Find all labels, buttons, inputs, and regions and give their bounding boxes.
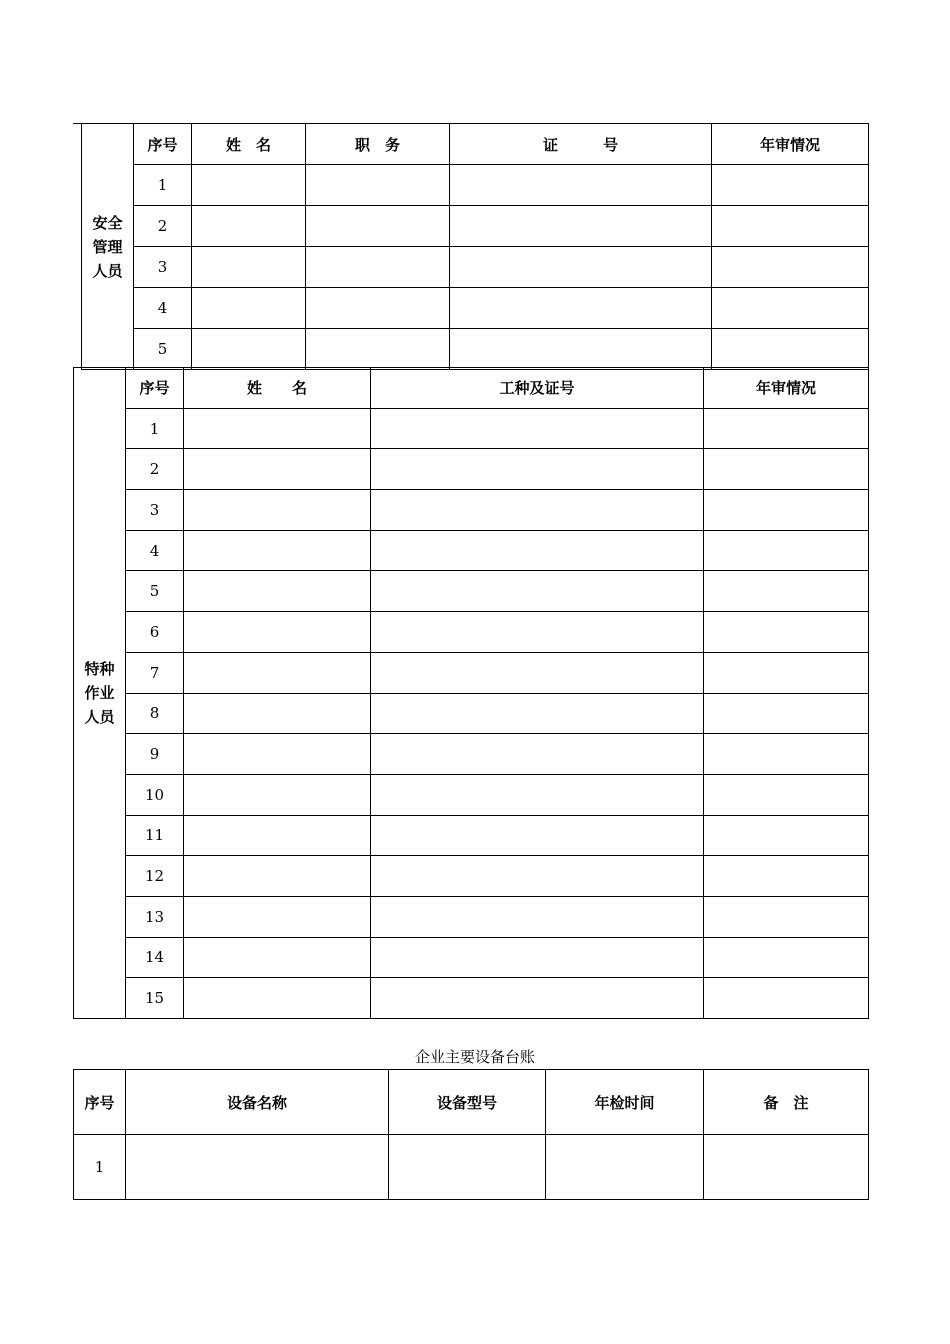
name-cell[interactable] bbox=[192, 288, 306, 329]
header-name: 姓 名 bbox=[184, 368, 371, 409]
row-seq-cell: 5 bbox=[126, 571, 184, 612]
name-cell[interactable] bbox=[184, 449, 371, 490]
position-cell[interactable] bbox=[306, 247, 450, 288]
table-row bbox=[82, 247, 869, 288]
position-cell[interactable] bbox=[306, 329, 450, 370]
annual-review-cell[interactable] bbox=[712, 165, 869, 206]
equipment-ledger-table bbox=[73, 1069, 869, 1200]
table-header-row bbox=[82, 124, 869, 165]
remark-cell[interactable] bbox=[704, 1135, 869, 1200]
table-row bbox=[74, 652, 869, 693]
row-seq-cell: 3 bbox=[126, 490, 184, 531]
name-cell[interactable] bbox=[184, 896, 371, 937]
annual-review-cell[interactable] bbox=[704, 937, 869, 978]
table-row bbox=[74, 408, 869, 449]
annual-review-cell[interactable] bbox=[704, 693, 869, 734]
row-seq-cell: 3 bbox=[134, 247, 192, 288]
row-seq-cell: 4 bbox=[126, 530, 184, 571]
position-cell[interactable] bbox=[306, 288, 450, 329]
annual-review-cell[interactable] bbox=[704, 652, 869, 693]
job-type-cert-cell[interactable] bbox=[371, 978, 704, 1019]
header-equipment-model: 设备型号 bbox=[389, 1070, 546, 1135]
annual-review-cell[interactable] bbox=[704, 449, 869, 490]
job-type-cert-cell[interactable] bbox=[371, 856, 704, 897]
table-row bbox=[74, 774, 869, 815]
table-header-row bbox=[74, 368, 869, 409]
header-job-type-cert: 工种及证号 bbox=[371, 368, 704, 409]
row-seq-cell: 5 bbox=[134, 329, 192, 370]
table-row bbox=[74, 530, 869, 571]
safety-management-table bbox=[81, 123, 869, 370]
equipment-model-cell[interactable] bbox=[389, 1135, 546, 1200]
table-row bbox=[74, 937, 869, 978]
header-annual-review: 年审情况 bbox=[712, 124, 869, 165]
annual-review-cell[interactable] bbox=[704, 612, 869, 653]
table-row bbox=[74, 978, 869, 1019]
cert-number-cell[interactable] bbox=[450, 165, 712, 206]
header-cert-number: 证 号 bbox=[450, 124, 712, 165]
name-cell[interactable] bbox=[184, 490, 371, 531]
job-type-cert-cell[interactable] bbox=[371, 408, 704, 449]
row-seq-cell: 10 bbox=[126, 774, 184, 815]
row-seq-cell: 1 bbox=[74, 1135, 126, 1200]
annual-review-cell[interactable] bbox=[712, 288, 869, 329]
job-type-cert-cell[interactable] bbox=[371, 937, 704, 978]
annual-review-cell[interactable] bbox=[704, 774, 869, 815]
name-cell[interactable] bbox=[184, 408, 371, 449]
job-type-cert-cell[interactable] bbox=[371, 652, 704, 693]
annual-review-cell[interactable] bbox=[704, 408, 869, 449]
row-seq-cell: 12 bbox=[126, 856, 184, 897]
job-type-cert-cell[interactable] bbox=[371, 612, 704, 653]
cert-number-cell[interactable] bbox=[450, 329, 712, 370]
header-inspection-date: 年检时间 bbox=[546, 1070, 704, 1135]
annual-review-cell[interactable] bbox=[704, 734, 869, 775]
row-seq-cell: 4 bbox=[134, 288, 192, 329]
table-row bbox=[74, 815, 869, 856]
row-seq-cell: 13 bbox=[126, 896, 184, 937]
name-cell[interactable] bbox=[184, 774, 371, 815]
annual-review-cell[interactable] bbox=[704, 978, 869, 1019]
position-cell[interactable] bbox=[306, 206, 450, 247]
row-seq-cell: 6 bbox=[126, 612, 184, 653]
name-cell[interactable] bbox=[184, 978, 371, 1019]
inspection-date-cell[interactable] bbox=[546, 1135, 704, 1200]
special-operations-table bbox=[73, 367, 869, 1019]
table-row bbox=[74, 490, 869, 531]
table-row bbox=[74, 856, 869, 897]
annual-review-cell[interactable] bbox=[704, 856, 869, 897]
special-operations-side-label: 特种 作业 人员 bbox=[74, 368, 126, 1019]
position-cell[interactable] bbox=[306, 165, 450, 206]
job-type-cert-cell[interactable] bbox=[371, 774, 704, 815]
row-seq-cell: 2 bbox=[134, 206, 192, 247]
header-seq: 序号 bbox=[134, 124, 192, 165]
table-row bbox=[82, 329, 869, 370]
table-row bbox=[82, 288, 869, 329]
cert-number-cell[interactable] bbox=[450, 247, 712, 288]
header-annual-review: 年审情况 bbox=[704, 368, 869, 409]
annual-review-cell[interactable] bbox=[704, 571, 869, 612]
safety-management-side-label: 安全 管理 人员 bbox=[82, 124, 134, 370]
job-type-cert-cell[interactable] bbox=[371, 815, 704, 856]
table-row bbox=[74, 693, 869, 734]
table-header-row bbox=[74, 1070, 869, 1135]
header-remark: 备 注 bbox=[704, 1070, 869, 1135]
header-name: 姓 名 bbox=[192, 124, 306, 165]
name-cell[interactable] bbox=[184, 612, 371, 653]
name-cell[interactable] bbox=[184, 937, 371, 978]
table-row bbox=[74, 612, 869, 653]
name-cell[interactable] bbox=[184, 530, 371, 571]
row-seq-cell: 8 bbox=[126, 693, 184, 734]
table-corner-mark bbox=[73, 123, 81, 124]
name-cell[interactable] bbox=[184, 693, 371, 734]
annual-review-cell[interactable] bbox=[712, 206, 869, 247]
name-cell[interactable] bbox=[192, 206, 306, 247]
header-position: 职 务 bbox=[306, 124, 450, 165]
row-seq-cell: 1 bbox=[126, 408, 184, 449]
equipment-name-cell[interactable] bbox=[126, 1135, 389, 1200]
name-cell[interactable] bbox=[184, 856, 371, 897]
table-row bbox=[74, 734, 869, 775]
job-type-cert-cell[interactable] bbox=[371, 734, 704, 775]
row-seq-cell: 2 bbox=[126, 449, 184, 490]
cert-number-cell[interactable] bbox=[450, 206, 712, 247]
annual-review-cell[interactable] bbox=[704, 815, 869, 856]
header-seq: 序号 bbox=[74, 1070, 126, 1135]
table-row bbox=[82, 165, 869, 206]
table-row bbox=[74, 1135, 869, 1200]
name-cell[interactable] bbox=[192, 165, 306, 206]
header-equipment-name: 设备名称 bbox=[126, 1070, 389, 1135]
name-cell[interactable] bbox=[184, 734, 371, 775]
job-type-cert-cell[interactable] bbox=[371, 530, 704, 571]
job-type-cert-cell[interactable] bbox=[371, 896, 704, 937]
job-type-cert-cell[interactable] bbox=[371, 449, 704, 490]
annual-review-cell[interactable] bbox=[704, 490, 869, 531]
table-row bbox=[74, 449, 869, 490]
row-seq-cell: 14 bbox=[126, 937, 184, 978]
annual-review-cell[interactable] bbox=[704, 896, 869, 937]
row-seq-cell: 7 bbox=[126, 652, 184, 693]
name-cell[interactable] bbox=[192, 247, 306, 288]
table-row bbox=[74, 896, 869, 937]
table-row bbox=[74, 571, 869, 612]
row-seq-cell: 11 bbox=[126, 815, 184, 856]
table-row bbox=[82, 206, 869, 247]
cert-number-cell[interactable] bbox=[450, 288, 712, 329]
job-type-cert-cell[interactable] bbox=[371, 693, 704, 734]
annual-review-cell[interactable] bbox=[704, 530, 869, 571]
row-seq-cell: 9 bbox=[126, 734, 184, 775]
name-cell[interactable] bbox=[184, 652, 371, 693]
row-seq-cell: 15 bbox=[126, 978, 184, 1019]
row-seq-cell: 1 bbox=[134, 165, 192, 206]
name-cell[interactable] bbox=[192, 329, 306, 370]
annual-review-cell[interactable] bbox=[712, 329, 869, 370]
job-type-cert-cell[interactable] bbox=[371, 490, 704, 531]
annual-review-cell[interactable] bbox=[712, 247, 869, 288]
job-type-cert-cell[interactable] bbox=[371, 571, 704, 612]
equipment-ledger-caption: 企业主要设备台账 bbox=[414, 1048, 535, 1066]
name-cell[interactable] bbox=[184, 571, 371, 612]
header-seq: 序号 bbox=[126, 368, 184, 409]
name-cell[interactable] bbox=[184, 815, 371, 856]
